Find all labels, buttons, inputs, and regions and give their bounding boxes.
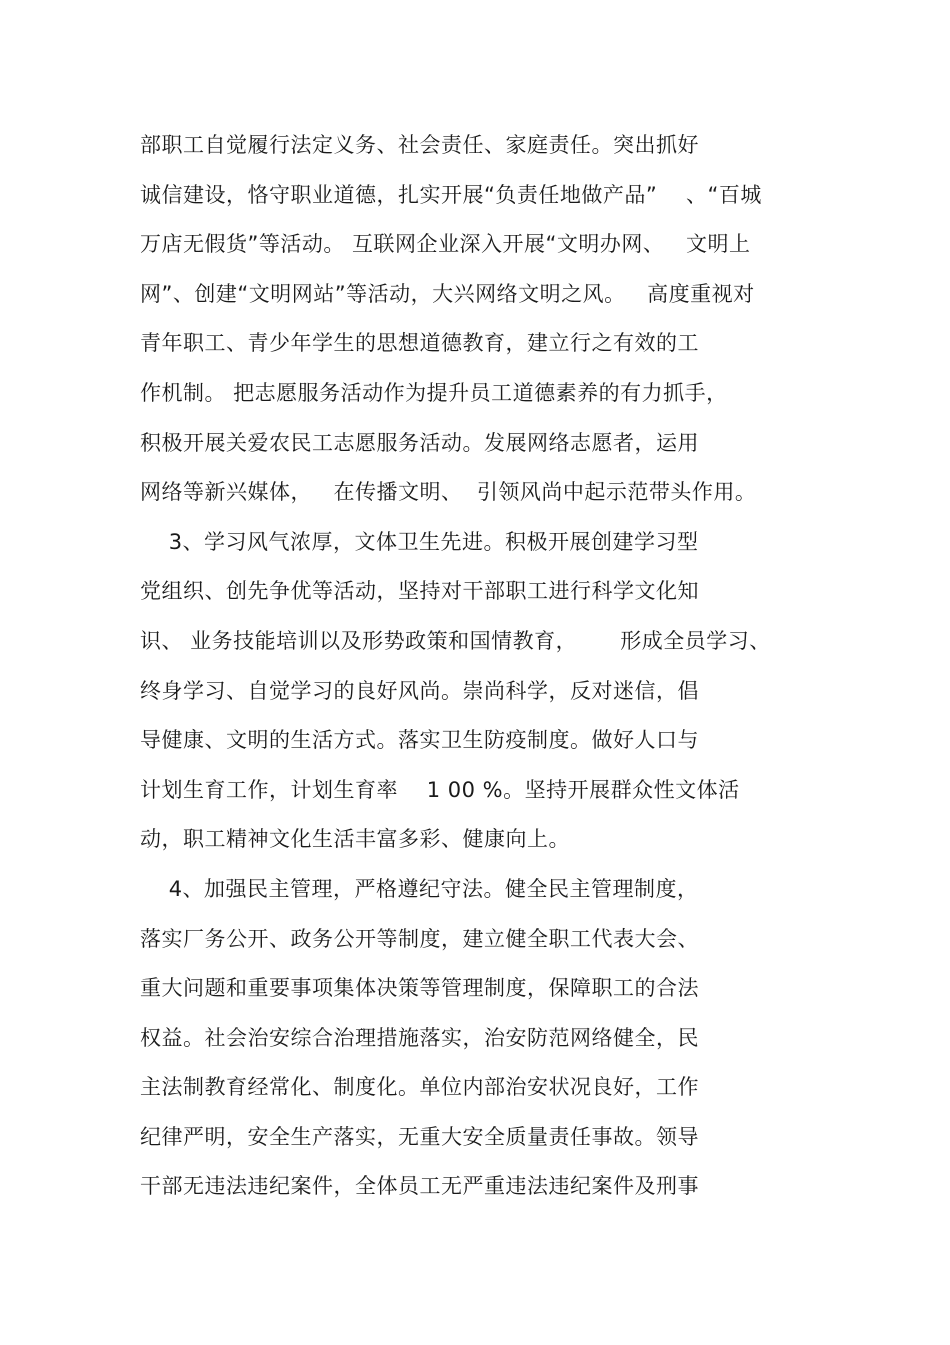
- text-line: 落实厂务公开、政务公开等制度，建立健全职工代表大会、: [140, 926, 699, 951]
- text-line: 动，职工精神文化生活丰富多彩、健康向上。: [140, 827, 570, 852]
- text-line: 诚信建设，恪守职业道德，扎实开展“负责任地做产品” 、“百城: [140, 182, 762, 207]
- text-line: 4、加强民主管理，严格遵纪守法。健全民主管理制度，: [140, 876, 699, 901]
- text-line: 青年职工、青少年学生的思想道德教育，建立行之有效的工: [140, 331, 699, 356]
- text-line: 干部无违法违纪案件，全体员工无严重违法违纪案件及刑事: [140, 1174, 699, 1199]
- text-line: 纪律严明，安全生产落实，无重大安全质量责任事故。领导: [140, 1124, 699, 1149]
- text-line: 网络等新兴媒体， 在传播文明、 引领风尚中起示范带头作用。: [140, 480, 757, 505]
- text-line: 重大问题和重要事项集体决策等管理制度，保障职工的合法: [140, 976, 699, 1001]
- text-line: 3、学习风气浓厚，文体卫生先进。积极开展创建学习型: [140, 529, 699, 554]
- text-line: 主法制教育经常化、制度化。单位内部治安状况良好，工作: [140, 1075, 699, 1100]
- text-line: 万店无假货”等活动。 互联网企业深入开展“文明办网、 文明上: [140, 232, 751, 257]
- text-line: 党组织、创先争优等活动，坚持对干部职工进行科学文化知: [140, 579, 699, 604]
- text-line: 导健康、文明的生活方式。落实卫生防疫制度。做好人口与: [140, 728, 699, 753]
- text-line: 终身学习、自觉学习的良好风尚。崇尚科学，反对迷信，倡: [140, 678, 699, 703]
- text-line: 积极开展关爱农民工志愿服务活动。发展网络志愿者，运用: [140, 430, 699, 455]
- text-line: 网”、创建“文明网站”等活动，大兴网络文明之风。 高度重视对: [140, 281, 755, 306]
- text-line: 部职工自觉履行法定义务、社会责任、家庭责任。突出抓好: [140, 133, 699, 157]
- body-text: [140, 126, 840, 1217]
- text-line: 权益。社会治安综合治理措施落实，治安防范网络健全，民: [140, 1025, 699, 1050]
- text-line: 计划生育工作，计划生育率 1 00 %。坚持开展群众性文体活: [140, 777, 740, 802]
- text-line: 作机制。 把志愿服务活动作为提升员工道德素养的有力抓手，: [140, 380, 728, 405]
- text-line: 识、 业务技能培训以及形势政策和国情教育， 形成全员学习、: [140, 628, 771, 653]
